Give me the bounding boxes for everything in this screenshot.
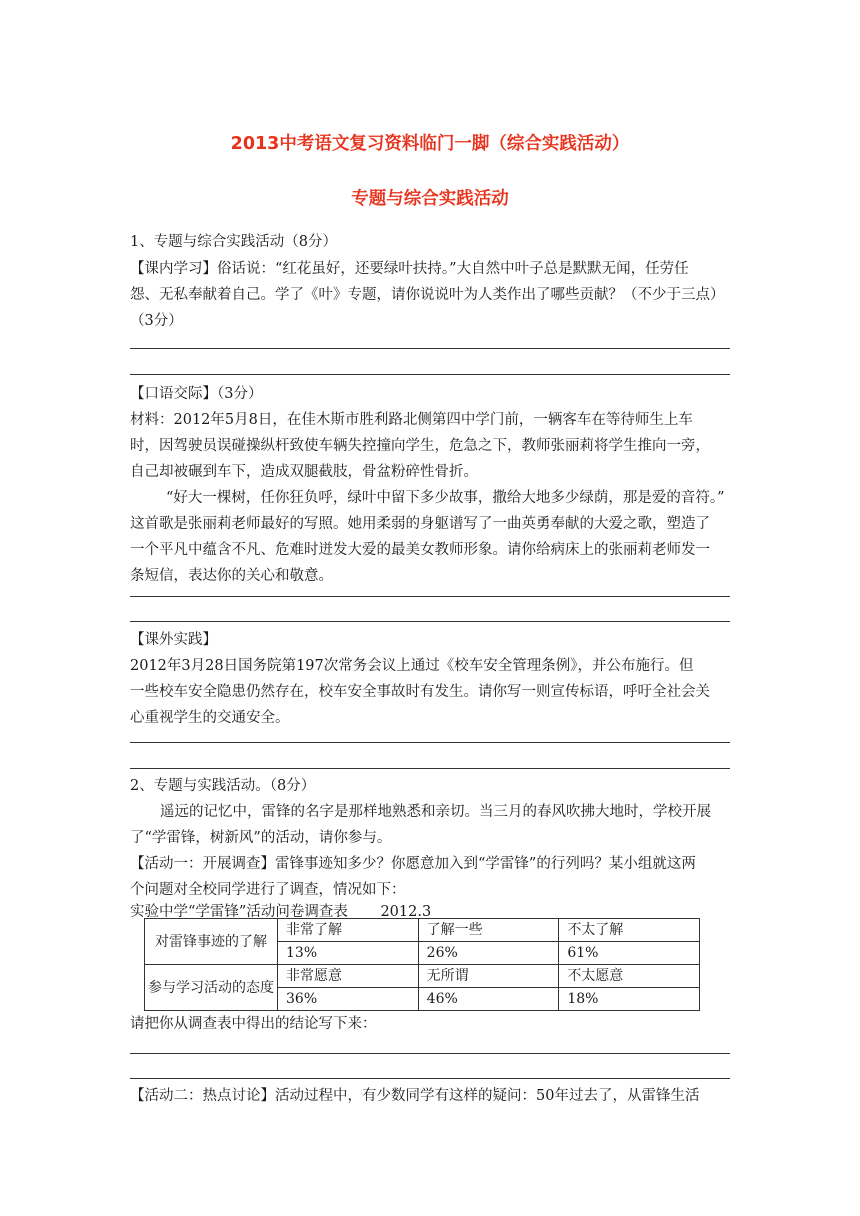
oral-line-3: 自己却被碾到车下，造成双腿截肢，骨盆粉碎性骨折。	[130, 464, 478, 480]
survey-table	[144, 918, 700, 1011]
table-row	[145, 965, 700, 988]
answer-line[interactable]	[130, 1078, 730, 1079]
table-cell: 36%	[278, 988, 419, 1011]
oral-line-1: 材料：2012年5月8日，在佳木斯市胜利路北侧第四中学门前，一辆客车在等待师生上车	[130, 412, 693, 428]
oral-heading: 【口语交际】（3分）	[130, 386, 263, 402]
answer-line[interactable]	[130, 596, 730, 597]
oral-line-6: 一个平凡中蕴含不凡、危难时迸发大爱的最美女教师形象。请你给病床上的张丽莉老师发一	[130, 542, 710, 558]
table-cell: 26%	[418, 942, 559, 965]
q2-heading: 2、专题与实践活动。（8分）	[130, 778, 316, 794]
table-row	[145, 919, 700, 942]
table-cell: 46%	[418, 988, 559, 1011]
table-cell: 13%	[278, 942, 419, 965]
activity2-line-1: 【活动二：热点讨论】活动过程中，有少数同学有这样的疑问：50年过去了，从雷锋生活	[130, 1088, 700, 1104]
outside-line-1: 2012年3月28日国务院第197次常务会议上通过《校车安全管理条例》，并公布施行。但	[130, 658, 694, 674]
answer-line[interactable]	[130, 768, 730, 769]
outside-line-2: 一些校车安全隐患仍然存在，校车安全事故时有发生。请你写一则宣传标语，呼吁全社会关	[130, 684, 710, 700]
answer-line[interactable]	[130, 374, 730, 375]
row-header-attitude: 参与学习活动的态度	[145, 965, 278, 1011]
answer-line[interactable]	[130, 1053, 730, 1054]
table-cell: 61%	[559, 942, 700, 965]
oral-line-5: 这首歌是张丽莉老师最好的写照。她用柔弱的身躯谱写了一曲英勇奉献的大爱之歌，塑造了	[130, 516, 710, 532]
oral-line-2: 时，因驾驶员误碰操纵杆致使车辆失控撞向学生，危急之下，教师张丽莉将学生推向一旁，	[130, 438, 710, 454]
outside-line-3: 心重视学生的交通安全。	[130, 710, 290, 726]
table-caption: 实验中学“学雷锋”活动问卷调查表	[130, 904, 348, 920]
q1-intro-line-2: 怨、无私奉献着自己。学了《叶》专题，请你说说叶为人类作出了哪些贡献？（不少于三点）	[130, 287, 725, 303]
q2-line-1: 遥远的记忆中，雷锋的名字是那样地熟悉和亲切。当三月的春风吹拂大地时，学校开展	[160, 804, 711, 820]
table-cell: 不太愿意	[559, 965, 700, 988]
oral-line-7: 条短信，表达你的关心和敬意。	[130, 568, 333, 584]
table-cell: 18%	[559, 988, 700, 1011]
row-header-understanding: 对雷锋事迹的了解	[145, 919, 278, 965]
table-cell: 了解一些	[418, 919, 559, 942]
oral-line-4: “好大一棵树，任你狂负呼，绿叶中留下多少故事，撒给大地多少绿荫，那是爱的音符。”	[166, 490, 725, 506]
outside-heading: 【课外实践】	[130, 632, 217, 648]
table-cell: 非常愿意	[278, 965, 419, 988]
answer-line[interactable]	[130, 621, 730, 622]
answer-line[interactable]	[130, 742, 730, 743]
activity1-line-1: 【活动一：开展调查】雷锋事迹知多少？你愿意加入到“学雷锋”的行列吗？某小组就这两	[130, 856, 696, 872]
table-cell: 无所谓	[418, 965, 559, 988]
table-cell: 非常了解	[278, 919, 419, 942]
q1-intro-line-1: 【课内学习】俗话说：“红花虽好，还要绿叶扶持。”大自然中叶子总是默默无闻，任劳任	[130, 261, 689, 277]
q2-line-2: 了“学雷锋，树新风”的活动，请你参与。	[130, 830, 392, 846]
table-cell: 不太了解	[559, 919, 700, 942]
answer-line[interactable]	[130, 348, 730, 349]
table-date: 2012.3	[380, 904, 432, 920]
q1-heading: 1、专题与综合实践活动（8分）	[130, 234, 337, 250]
page-title: 2013中考语文复习资料临门一脚（综合实践活动）	[230, 134, 630, 154]
conclusion-prompt: 请把你从调查表中得出的结论写下来：	[130, 1016, 377, 1032]
q1-intro-line-3: （3分）	[130, 313, 183, 329]
activity1-line-2: 个问题对全校同学进行了调查，情况如下：	[130, 882, 406, 898]
page-subtitle: 专题与综合实践活动	[351, 189, 509, 209]
